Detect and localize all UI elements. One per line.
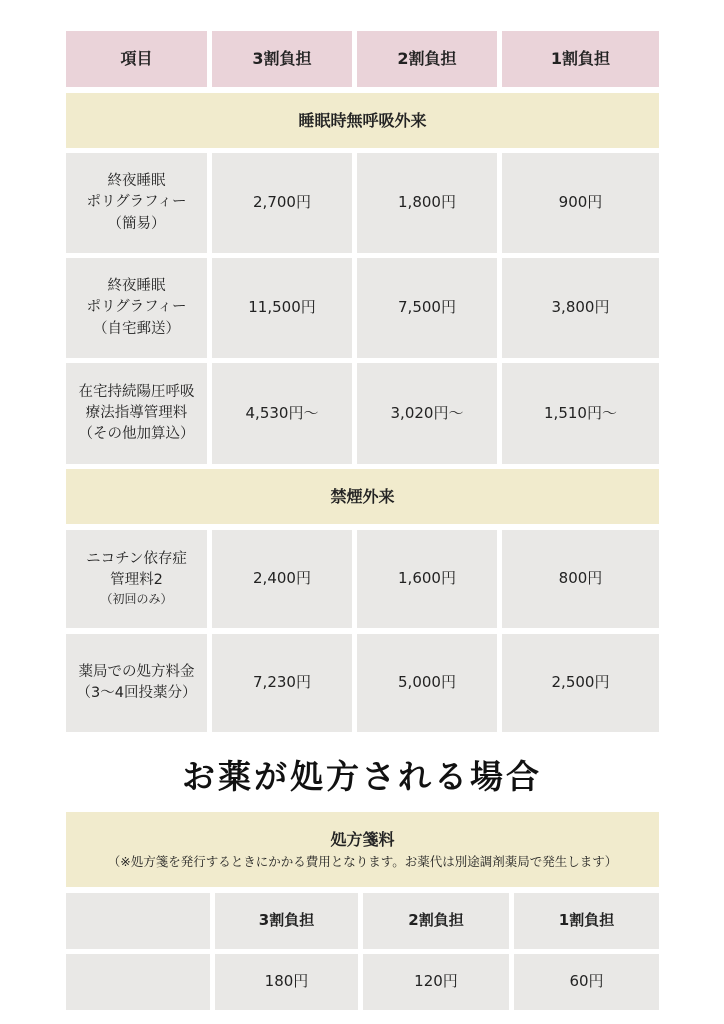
header-30pct-label: 3割負担 <box>252 49 312 69</box>
header-20pct <box>357 31 497 87</box>
row-value <box>357 258 497 358</box>
row-value <box>212 363 352 464</box>
row-value-text: 1,800円 <box>398 193 456 212</box>
fee-header <box>66 812 659 887</box>
section-title <box>66 93 659 148</box>
row-value-text: 1,510円〜 <box>544 403 617 422</box>
row-value <box>502 530 659 628</box>
row-value-text: 11,500円 <box>248 298 316 317</box>
fee-value-20pct <box>363 954 509 1010</box>
fee-header-10pct <box>514 893 659 949</box>
fee-header-30pct <box>215 893 358 949</box>
row-label-line: ニコチン依存症 <box>86 551 187 568</box>
fee-value-empty <box>66 954 210 1010</box>
fee-value-30pct-text: 180円 <box>264 972 309 991</box>
fee-value-10pct-text: 60円 <box>569 972 604 991</box>
row-label-line: 薬局での処方料金 <box>78 663 195 680</box>
header-30pct <box>212 31 352 87</box>
row-value <box>502 153 659 253</box>
row-value-text: 5,000円 <box>398 673 456 692</box>
row-value <box>212 634 352 732</box>
row-label-line: 終夜睡眠 <box>107 278 166 295</box>
row-label <box>66 258 207 358</box>
row-value-text: 2,700円 <box>253 193 311 212</box>
row-label-note: （初回のみ） <box>100 592 173 607</box>
row-label-line: ポリグラフィー <box>86 299 187 316</box>
header-10pct-label: 1割負担 <box>550 49 611 69</box>
row-value <box>212 530 352 628</box>
row-value <box>357 363 497 464</box>
row-value-text: 2,500円 <box>551 673 610 692</box>
row-label-line: 在宅持続陽圧呼吸 <box>78 383 195 400</box>
row-label <box>66 530 207 628</box>
section-title-label: 睡眠時無呼吸外来 <box>298 110 427 130</box>
row-value-text: 7,500円 <box>398 298 456 317</box>
row-label-line: ポリグラフィー <box>86 194 187 211</box>
row-label-line: 終夜睡眠 <box>107 173 166 190</box>
fee-header-empty <box>66 893 210 949</box>
fee-header-30pct-label: 3割負担 <box>258 911 315 930</box>
row-value-text: 900円 <box>558 193 603 212</box>
fee-note: （※処方箋を発行するときにかかる費用となります。お薬代は別途調剤薬局で発生します） <box>107 854 618 870</box>
row-label-line: （その他加算込） <box>78 426 195 442</box>
row-label-line: （自宅郵送） <box>93 320 180 337</box>
fee-header-20pct <box>363 893 509 949</box>
row-value-text: 800円 <box>558 569 603 588</box>
row-label <box>66 363 207 464</box>
row-value <box>212 153 352 253</box>
row-value-text: 1,600円 <box>398 569 456 588</box>
fee-title: 処方箋料 <box>330 829 395 849</box>
row-value-text: 4,530円〜 <box>245 403 319 422</box>
fee-header-20pct-label: 2割負担 <box>408 911 464 930</box>
row-value <box>212 258 352 358</box>
medicine-section-title: お薬が処方される場合 <box>182 756 542 796</box>
row-value-text: 7,230円 <box>253 673 311 692</box>
fee-header-10pct-label: 1割負担 <box>558 911 615 930</box>
section-title-label: 禁煙外来 <box>330 486 395 506</box>
row-value <box>357 634 497 732</box>
header-item <box>66 31 207 87</box>
row-value-text: 3,800円 <box>551 298 610 317</box>
row-label <box>66 153 207 253</box>
row-label-line: （3〜4回投薬分） <box>76 685 197 701</box>
row-value-text: 2,400円 <box>253 569 311 588</box>
row-value <box>357 153 497 253</box>
row-label <box>66 634 207 732</box>
fee-value-10pct <box>514 954 659 1010</box>
row-value <box>357 530 497 628</box>
header-20pct-label: 2割負担 <box>397 49 457 69</box>
row-value <box>502 258 659 358</box>
row-value-text: 3,020円〜 <box>390 403 464 422</box>
fee-value-30pct <box>215 954 358 1010</box>
section-title <box>66 469 659 524</box>
fee-value-20pct-text: 120円 <box>414 972 458 991</box>
row-label-line: 管理料2 <box>110 572 163 589</box>
header-item-label: 項目 <box>120 49 153 69</box>
row-value <box>502 634 659 732</box>
row-label-line: 療法指導管理料 <box>85 404 188 421</box>
header-10pct <box>502 31 659 87</box>
row-label-line: （簡易） <box>107 215 166 232</box>
row-value <box>502 363 659 464</box>
